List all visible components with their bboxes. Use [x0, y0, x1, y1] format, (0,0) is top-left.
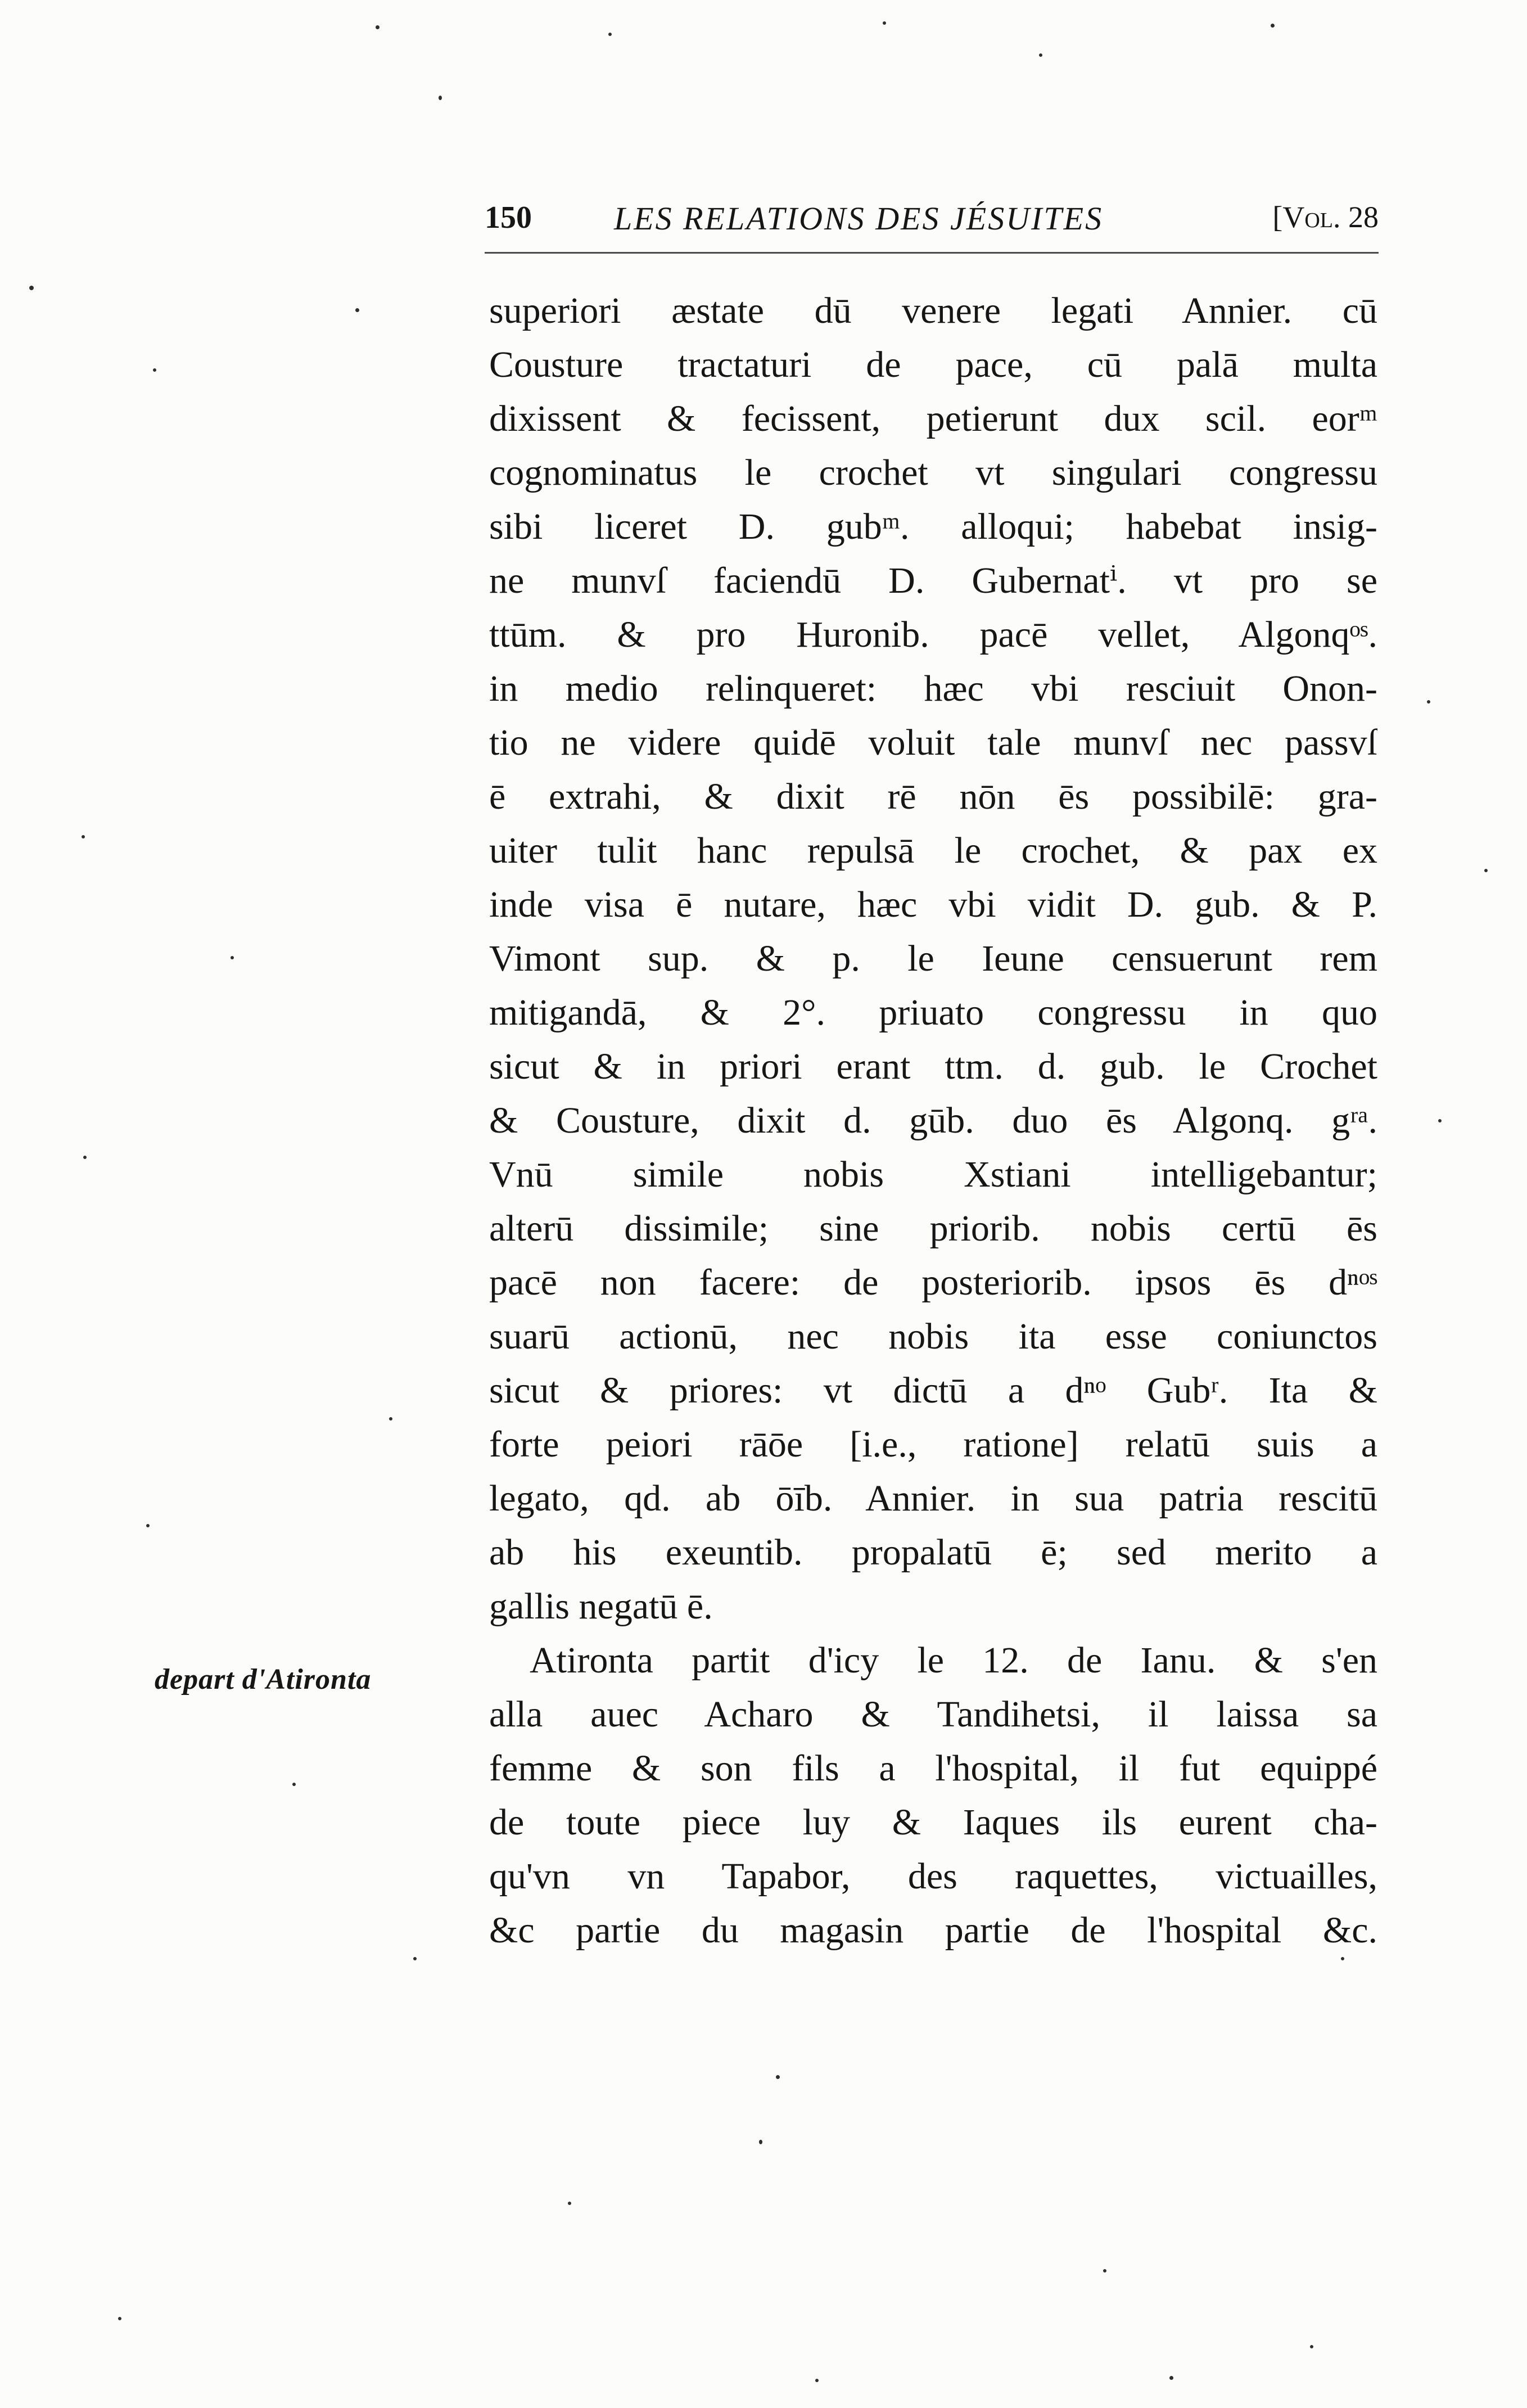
speck: [153, 368, 156, 372]
text-line: suarū actionū, nec nobis ita esse coniunctos: [489, 1316, 1377, 1357]
volume-label: [Vol. 28: [1272, 200, 1379, 234]
text-line: de toute piece luy & Iaques ils eurent cha-: [489, 1802, 1377, 1843]
speck: [776, 2075, 780, 2079]
text-line: &c partie du magasin partie de l'hospital &c.: [489, 1910, 1377, 1951]
speck: [1438, 1119, 1442, 1122]
text-line: Vimont sup. & p. le Ieune censuerunt rem: [489, 938, 1377, 979]
speck: [439, 96, 442, 100]
speck: [1484, 869, 1488, 872]
text-line: cognominatus le crochet vt singulari congressu: [489, 452, 1377, 493]
speck: [815, 2379, 819, 2382]
text-line: femme & son fils a l'hospital, il fut equippé: [489, 1748, 1377, 1789]
text-line: tio ne videre quidē voluit tale munvſ nec passvſ: [489, 722, 1377, 763]
speck: [83, 1156, 87, 1159]
text-line: Atironta partit d'icy le 12. de Ianu. & s'en: [530, 1640, 1377, 1681]
speck: [1039, 53, 1042, 57]
text-line: alterū dissimile; sine priorib. nobis certū ēs: [489, 1208, 1377, 1249]
speck: [231, 956, 234, 959]
text-line: dixissent & fecissent, petierunt dux scil. eorᵐ: [489, 398, 1377, 439]
speck: [355, 308, 359, 312]
text-line: forte peiori rāōe [i.e., ratione] relatū suis a: [489, 1424, 1377, 1465]
text-line: ttūm. & pro Huronib. pacē vellet, Algonqᵒˢ.: [489, 614, 1377, 655]
text-line: gallis negatū ē.: [489, 1586, 713, 1627]
speck: [1427, 700, 1430, 704]
speck: [29, 286, 34, 290]
speck: [292, 1783, 296, 1786]
page-number: 150: [485, 200, 532, 235]
running-header: [485, 200, 1379, 245]
text-line: superiori æstate dū venere legati Annier. cū: [489, 290, 1377, 331]
body-text: [489, 284, 1377, 1958]
speck: [1271, 24, 1275, 28]
text-line: mitigandā, & 2°. priuato congressu in quo: [489, 992, 1377, 1033]
speck: [389, 1417, 392, 1421]
text-line: Vnū simile nobis Xstiani intelligebantur;: [489, 1154, 1377, 1195]
speck: [608, 33, 612, 36]
text-line: ē extrahi, & dixit rē nōn ēs possibilē: gra-: [489, 776, 1377, 817]
text-line: pacē non facere: de posteriorib. ipsos ēs dⁿᵒˢ: [489, 1262, 1377, 1303]
speck: [376, 25, 380, 29]
text-line: qu'vn vn Tapabor, des raquettes, victuailles,: [489, 1856, 1377, 1897]
header-rule: [485, 252, 1379, 254]
speck: [1341, 1957, 1344, 1960]
speck: [413, 1957, 417, 1960]
text-line: inde visa ē nutare, hæc vbi vidit D. gub. & P.: [489, 884, 1377, 925]
text-line: ab his exeuntib. propalatū ē; sed merito a: [489, 1532, 1377, 1573]
text-line: alla auec Acharo & Tandihetsi, il laissa sa: [489, 1694, 1377, 1735]
text-line: sibi liceret D. gubᵐ. alloqui; habebat insig-: [489, 506, 1377, 547]
text-line: sicut & priores: vt dictū a dⁿᵒ Gubʳ. Ita &: [489, 1370, 1377, 1411]
speck: [118, 2317, 121, 2320]
marginal-note: depart d'Atironta: [155, 1663, 372, 1695]
text-line: & Cousture, dixit d. gūb. duo ēs Algonq. gʳᵃ.: [489, 1100, 1377, 1141]
speck: [883, 21, 886, 25]
speck: [1310, 2345, 1313, 2348]
text-line: Cousture tractaturi de pace, cū palā multa: [489, 344, 1377, 385]
text-line: legato, qd. ab ōīb. Annier. in sua patria rescitū: [489, 1478, 1377, 1519]
speck: [568, 2202, 571, 2205]
speck: [1169, 2376, 1173, 2380]
text-line: in medio relinqueret: hæc vbi resciuit Onon-: [489, 668, 1377, 709]
text-line: ne munvſ faciendū D. Gubernatⁱ. vt pro se: [489, 560, 1377, 601]
speck: [146, 1524, 150, 1527]
french-paragraph: [489, 1634, 1377, 1958]
text-line: sicut & in priori erant ttm. d. gub. le Crochet: [489, 1046, 1377, 1087]
running-title: LES RELATIONS DES JÉSUITES: [614, 200, 1104, 237]
speck: [1103, 2269, 1106, 2272]
text-line: uiter tulit hanc repulsā le crochet, & pax ex: [489, 830, 1377, 871]
latin-paragraph: [489, 284, 1377, 1634]
speck: [82, 835, 85, 838]
speck: [759, 2140, 762, 2144]
